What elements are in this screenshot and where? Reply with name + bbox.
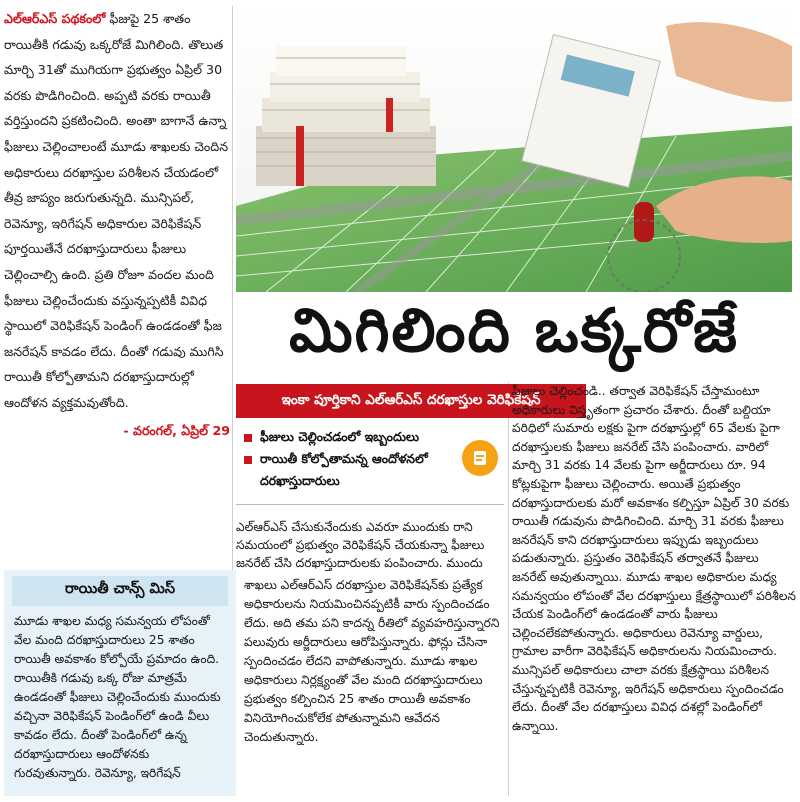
mid-text: ఎల్‌ఆర్‌ఎస్‌ చేసుకునేందుకు ఎవరూ ముందుకు రాని సమయంలో ప్రభుత్వం వెరిఫికేషన్‌ చేయకున్నా ఫీజులు జనరేట్‌ చేసి దరఖాస్తుదారులకు పంపించారు. ముందు bbox=[236, 520, 485, 570]
document-badge-icon bbox=[462, 440, 498, 476]
bottom-middle-column bbox=[244, 576, 506, 796]
bottom-mid-text: శాఖలు ఎల్‌ఆర్‌ఎస్‌ దరఖాస్తుల వెరిఫికేషన్‌కు ప్రత్యేక అధికారులను నియమించినప్పటికీ వారు స్పందించడం లేదు. అది తమ పని కాదన్న రీతిలో వ్యవహరిస్తున్నారని పలువురు అర్జీదారులు ఆరోపిస్తున్నారు. ఫోన్లు చేసినా స్పందించడం లేదని వాపోతున్నారు. మూడు శాఖల అధికారులు నిర్లక్ష్యంతో వేల మంది దరఖాస్తుదారులు ప్రభుత్వం కల్పించిన 25 శాతం రాయితీ అవకాశం వినియోగించుకోలేక పోతున్నామని ఆవేదన చెందుతున్నారు. bbox=[244, 578, 500, 744]
lead-paragraph bbox=[4, 6, 230, 416]
bullet-text: రాయితీ కోల్పోతామన్న ఆందోళనలో దరఖాస్తుదారులు bbox=[260, 451, 428, 488]
right-column bbox=[512, 382, 796, 796]
bullet-item bbox=[236, 426, 504, 448]
bullet-square-icon bbox=[244, 434, 252, 442]
news-photo bbox=[236, 6, 792, 292]
right-text: ఫీజులు చెల్లించండి.. తర్వాత వెరిఫికేషన్‌ చేస్తామంటూ అధికారులు విస్తృతంగా ప్రచారం చేశారు. దీంతో బల్దియా పరిధిలో సుమారు లక్షకు పైగా దరఖాస్తుల్లో 65 వేలకు పైగా దరఖాస్తులకు ఫీజులు జనరేట్‌ చేసి పంపించారు. వారిలో మార్చి 31 వరకు 14 వేలకు పైగా అర్జీదారులు రూ. 94 కోట్లకుపైగా ఫీజులు చెల్లించారు. అయితే ప్రభుత్వం దరఖాస్తుదారులకు మరో అవకాశం కల్పిస్తూ ఏప్రిల్‌ 30 వరకు రాయితీ గడువును పొడిగించింది. మార్చి 31 వరకు ఫీజులు జనరేషన్‌ కాని దరఖాస్తుదారులు ఇప్పుడు ఇబ్బందులు పడుతున్నారు. ప్రస్తుతం వెరిఫికేషన్‌ తర్వాతనే ఫీజులు జనరేట్‌ అవుతున్నాయి. మూడు శాఖల అధికారుల మధ్య సమన్వయం లోపంతో వేల దరఖాస్తులు క్షేత్రస్థాయిలో పరిశీలన చేయక పెండింగ్‌లో ఉండడంతో వారు ఫీజులు చెల్లించలేకపోతున్నారు. అధికారులు రెవెన్యూ వార్డులు, గ్రామాల వారీగా వెరిఫికేషన్‌ అధికారులను నియమించారు. మున్సిపల్‌ అధికారులు చాలా వరకు క్షేత్రస్థాయి పరిశీలన చేస్తున్నప్పటికీ రెవెన్యూ, ఇరిగేషన్‌ అధికారులు స్పందించడం లేదు. దీంతో వేల దరఖాస్తులు వివిధ దశల్లో పెండింగ్‌లో ఉన్నాయి. bbox=[512, 384, 796, 733]
box-text: మూడు శాఖల మధ్య సమన్వయ లోపంతో వేల మంది దరఖాస్తుదారులు 25 శాతం రాయితీ అవకాశం కోల్పోయే ప్రమాదం ఉంది. రాయితీకి గడువు ఒక్క రోజు మాత్రమే ఉండడంతో ఫీజులు చెల్లించేందుకు ముందుకు వచ్చినా వెరిఫికేషన్‌ పెండింగ్‌లో ఉండి వీలు కావడం లేదు. దీంతో పెండింగ్‌లో ఉన్న దరఖాస్తుదారులు ఆందోళనకు గురవుతున్నారు. రెవెన్యూ, ఇరిగేషన్‌ bbox=[14, 614, 221, 780]
left-body: ఫీజుపై 25 శాతం రాయితీకి గడువు ఒక్కరోజే మిగిలింది. తొలుత మార్చి 31తో ముగియగా ప్రభుత్వం ఏప్రిల్‌ 30 వరకు పొడిగించింది. అప్పటి వరకు రాయితీ వర్తిస్తుందని ప్రకటించింది. అంతా బాగానే ఉన్నా ఫీజులు చెల్లించాలంటే మూడు శాఖలకు చెందిన అధికారులు దరఖాస్తుల పరిశీలన చేయడంలో తీవ్ర జాప్యం జరుగుతున్నది. మున్సిపల్‌, రెవెన్యూ, ఇరిగేషన్‌ అధికారుల వెరిఫికేషన్‌ పూర్తయితేనే దరఖాస్తుదారులు ఫీజులు చెల్లించాల్సి ఉంది. ప్రతి రోజూ వందల మంది ఫీజులు చెల్లించేందుకు వస్తున్నప్పటికీ వివిధ స్థాయిలో వెరిఫికేషన్‌ పెండింగ్‌ ఉండడంతో ఫీజ జనరేషన్‌ కావడం లేదు. దీంతో గడువు ముగిసి రాయితీ కోల్పోతామని దరఖాస్తుదారుల్లో ఆందోళన వ్యక్తమవుతోంది. bbox=[4, 11, 229, 410]
bullet-square-icon bbox=[244, 456, 252, 464]
column-divider bbox=[508, 382, 509, 796]
bullet-item bbox=[236, 448, 460, 492]
dateline: - వరంగల్‌, ఏప్రిల్‌ 29 bbox=[123, 422, 230, 438]
lead-text: ఎల్‌ఆర్‌ఎస్‌ పథకంలో bbox=[4, 11, 106, 26]
sidebar-box bbox=[4, 570, 236, 796]
box-body bbox=[4, 606, 236, 794]
box-title: రాయితీ చాన్స్‌ మిస్‌ bbox=[12, 576, 228, 606]
left-column bbox=[4, 6, 230, 574]
layout-plan-illustration bbox=[236, 6, 792, 292]
sub-headline-banner: ఇంకా పూర్తికాని ఎల్‌ఆర్‌ఎస్‌ దరఖాస్తుల వెరిఫికేషన్‌ bbox=[236, 384, 586, 418]
headline: మిగిలింది ఒక్కరోజే bbox=[289, 296, 739, 366]
mid-paragraph bbox=[236, 518, 504, 574]
bullet-text: ఫీజులు చెల్లించడంలో ఇబ్బందులు bbox=[260, 429, 420, 444]
